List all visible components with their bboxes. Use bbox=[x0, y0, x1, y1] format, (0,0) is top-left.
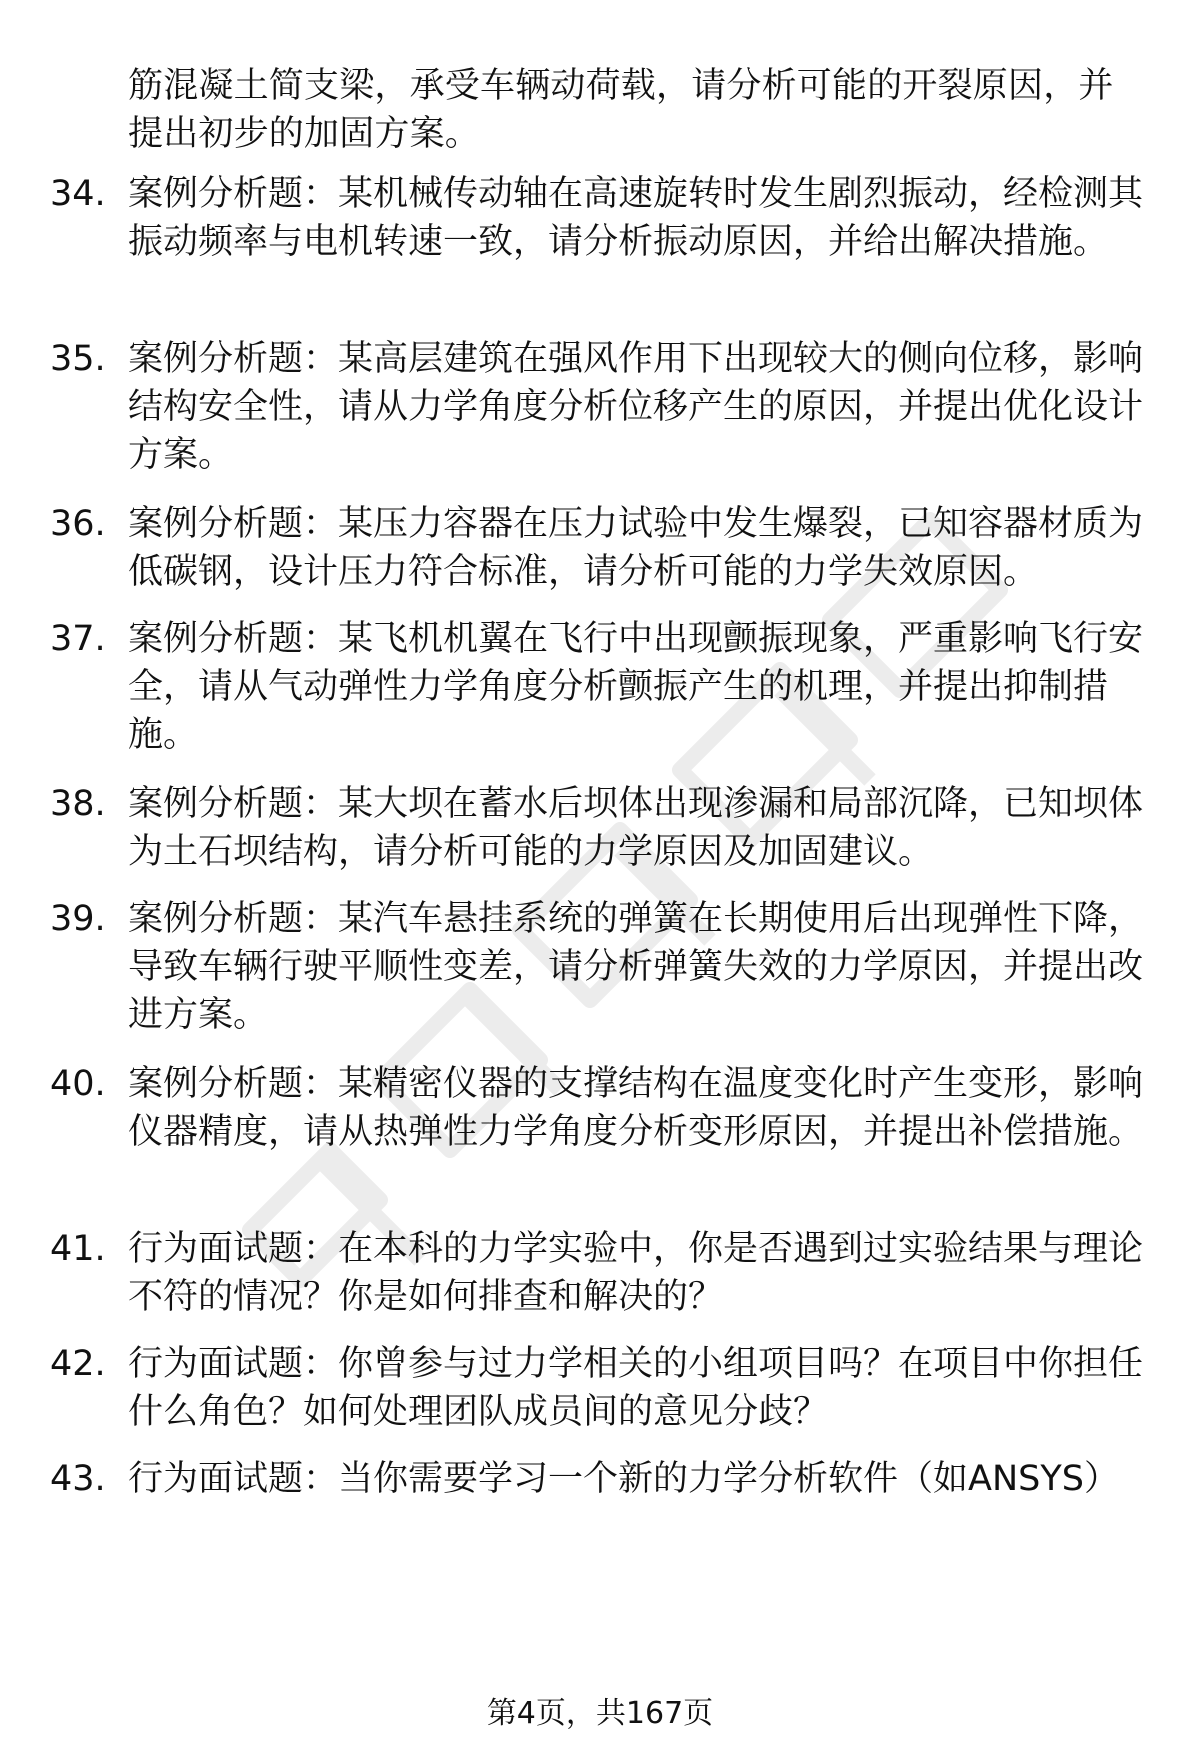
question-number: 42. bbox=[50, 1344, 106, 1384]
question-number: 40. bbox=[50, 1064, 106, 1104]
question-number: 43. bbox=[50, 1459, 106, 1499]
question-text: 案例分析题：某压力容器在压力试验中发生爆裂，已知容器材质为低碳钢，设计压力符合标准，请分析可能的力学失效原因。 bbox=[128, 504, 1144, 592]
question-text: 案例分析题：某汽车悬挂系统的弹簧在长期使用后出现弹性下降，导致车辆行驶平顺性变差，请分析弹簧失效的力学原因，并提出改进方案。 bbox=[128, 899, 1144, 1035]
question-text: 行为面试题：在本科的力学实验中，你是否遇到过实验结果与理论不符的情况？你是如何排查和解决的？ bbox=[128, 1229, 1144, 1317]
question-number: 36. bbox=[50, 504, 106, 544]
question-number: 41. bbox=[50, 1229, 106, 1269]
continued-question-text: 筋混凝土简支梁，承受车辆动荷载，请分析可能的开裂原因，并提出初步的加固方案。 bbox=[128, 66, 1114, 154]
question-text: 案例分析题：某大坝在蓄水后坝体出现渗漏和局部沉降，已知坝体为土石坝结构，请分析可能的力学原因及加固建议。 bbox=[128, 784, 1144, 872]
page-footer: 第4页，共167页 bbox=[486, 1696, 714, 1731]
question-text: 案例分析题：某飞机机翼在飞行中出现颤振现象，严重影响飞行安全，请从气动弹性力学角度分析颤振产生的机理，并提出抑制措施。 bbox=[128, 619, 1144, 755]
question-text: 行为面试题：你曾参与过力学相关的小组项目吗？在项目中你担任什么角色？如何处理团队成员间的意见分歧？ bbox=[128, 1344, 1144, 1432]
question-number: 39. bbox=[50, 899, 106, 939]
question-number: 35. bbox=[50, 339, 106, 379]
question-number: 38. bbox=[50, 784, 106, 824]
question-text: 行为面试题：当你需要学习一个新的力学分析软件（如ANSYS） bbox=[128, 1459, 1119, 1499]
question-text: 案例分析题：某高层建筑在强风作用下出现较大的侧向位移，影响结构安全性，请从力学角度分析位移产生的原因，并提出优化设计方案。 bbox=[128, 339, 1144, 475]
question-text: 案例分析题：某精密仪器的支撑结构在温度变化时产生变形，影响仪器精度，请从热弹性力学角度分析变形原因，并提出补偿措施。 bbox=[128, 1064, 1144, 1152]
question-number: 34. bbox=[50, 174, 106, 214]
question-text: 案例分析题：某机械传动轴在高速旋转时发生剧烈振动，经检测其振动频率与电机转速一致，请分析振动原因，并给出解决措施。 bbox=[128, 174, 1144, 262]
question-number: 37. bbox=[50, 619, 106, 659]
